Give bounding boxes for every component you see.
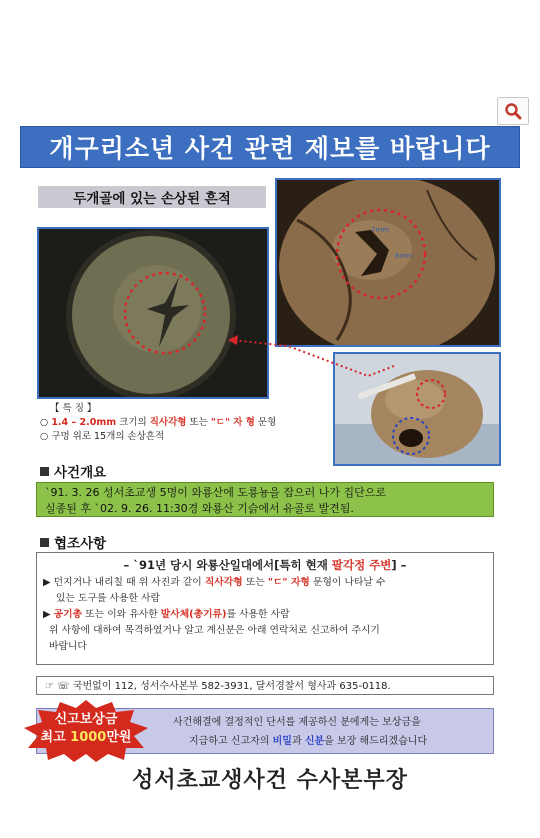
reward-emph: 신분 — [304, 736, 325, 747]
case-summary-title — [40, 461, 106, 481]
issuer-footer: 성서초교생사건 수사본부장 — [132, 768, 408, 793]
reward-text — [173, 713, 489, 751]
section-bullet-icon — [40, 538, 49, 547]
cooperation-bullet-2: ▶ 공기총 또는 이와 유사한 발사체(총기류)를 사용한 사람 — [43, 609, 290, 620]
magnifier-icon — [504, 102, 522, 120]
feature-text: 또는 — [186, 417, 211, 428]
case-summary-line: `91. 3. 26 성서초교생 5명이 와룡산에 도룡뇽을 잡으러 나가 집단으로 — [45, 486, 386, 499]
feature-marks: 구멍 위로 15개의 손상흔적 — [51, 431, 165, 442]
coop-emph: 공기총 — [53, 609, 83, 620]
feature-text: 문형 — [254, 417, 277, 428]
cooperation-header — [43, 555, 487, 575]
connector-arrow — [228, 318, 398, 380]
reward-text-part: 과 — [291, 736, 305, 747]
cooperation-bullet-1: ▶ 던지거나 내리칠 때 위 사진과 같이 직사각형 또는 "ㄷ" 자형 문형이 나타날 수 — [43, 577, 386, 588]
feature-rect: 직사각형 — [149, 417, 187, 428]
features-block — [40, 402, 330, 444]
case-summary-box — [36, 482, 494, 517]
coop-emph: 발사체(총기류) — [160, 609, 227, 620]
reward-text-part: 지급하고 신고자의 — [189, 736, 273, 747]
features-header: 【 특 징 】 — [50, 403, 97, 414]
cooperation-title — [40, 532, 106, 552]
coop-text: 를 사용한 사람 — [226, 609, 290, 620]
badge-amount: 1000 — [70, 730, 107, 745]
case-summary-line: 실종된 후 `02. 9. 26. 11:30경 와룡산 기슭에서 유골로 발견됨. — [45, 502, 354, 515]
section-bullet-icon — [40, 467, 49, 476]
case-summary-title-text: 사건개요 — [54, 465, 107, 481]
reward-line — [173, 732, 489, 751]
coop-text: 문형이 나타날 수 — [309, 577, 386, 588]
feature-dshape: "ㄷ" 자 형 — [210, 417, 255, 428]
coop-text: 던지거나 내리칠 때 위 사진과 같이 — [53, 577, 205, 588]
cooperation-bullet-1-cont: 있는 도구를 사용한 사람 — [56, 593, 160, 604]
coop-header-place: 팔각정 주변 — [331, 558, 392, 572]
measure-label-8mm: 8mm — [395, 252, 414, 260]
reward-badge-amount — [24, 729, 148, 747]
coop-text: 또는 이와 유사한 — [82, 609, 161, 620]
cooperation-title-text: 협조사항 — [54, 536, 107, 552]
feature-item-marks: ○ 구멍 위로 15개의 손상흔적 — [40, 431, 165, 442]
cooperation-box — [36, 552, 494, 665]
reward-badge — [24, 700, 148, 762]
feature-text: 크기의 — [116, 417, 150, 428]
reward-text-part: 을 보장 해드리겠습니다 — [324, 736, 428, 747]
pointing-hand-icon: ☞ — [45, 681, 58, 692]
cooperation-note: 위 사항에 대하여 목격하였거나 알고 계신분은 아래 연락처로 신고하여 주시기 — [49, 625, 380, 636]
badge-text: 최고 — [40, 730, 71, 745]
zoom-button[interactable] — [497, 97, 529, 125]
coop-text: 또는 — [242, 577, 268, 588]
reward-badge-title: 신고보상금 — [54, 712, 118, 727]
contact-text: ☏ 국번없이 112, 성서수사본부 582-3931, 달서경찰서 형사과 635-0118. — [57, 681, 391, 692]
coop-emph: 직사각형 — [204, 577, 243, 588]
poster-title: 개구리소년 사건 관련 제보를 바랍니다 — [20, 126, 520, 168]
badge-text: 만원 — [106, 730, 132, 745]
coop-header-text: ] – — [391, 558, 407, 572]
cooperation-note: 바랍니다 — [49, 641, 87, 652]
photo-caption: 두개골에 있는 손상된 흔적 — [38, 186, 266, 208]
coop-emph: "ㄷ" 자형 — [267, 577, 310, 588]
reward-line: 사건해결에 결정적인 단서를 제공하신 분에게는 보상금을 — [173, 717, 421, 728]
measure-label-7mm: 7mm — [371, 226, 390, 234]
feature-size: 1.4 – 2.0mm — [51, 417, 117, 428]
contact-box — [36, 676, 494, 695]
feature-item-size: ○ 1.4 – 2.0mm 크기의 직사각형 또는 "ㄷ" 자 형 문형 — [40, 417, 277, 428]
coop-header-text: – `91년 당시 와룡산일대에서[특히 현재 — [123, 558, 332, 572]
reward-emph: 비밀 — [272, 736, 292, 747]
